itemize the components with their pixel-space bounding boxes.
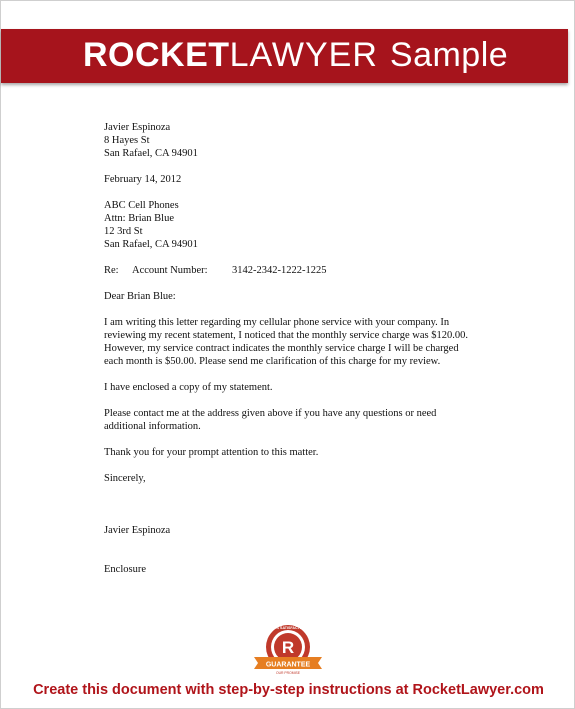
seal-ribbon-text: GUARANTEE (265, 661, 311, 669)
account-number: 3142-2342-1222-1225 (232, 265, 327, 276)
letter-date: February 14, 2012 (104, 174, 182, 185)
enclosure-note: Enclosure (104, 564, 146, 575)
brand-light: LAWYER (229, 36, 378, 74)
closing: Sincerely, (104, 473, 146, 484)
seal-top-text: 100% SATISFACTION (269, 626, 307, 630)
recipient-address (104, 199, 484, 251)
recipient-company: ABC Cell Phones (104, 200, 179, 211)
brand-bold: ROCKET (83, 36, 230, 74)
seal-letter: R (281, 638, 295, 657)
sample-label: Sample (389, 36, 509, 74)
banner-title (83, 35, 508, 75)
sender-address (104, 121, 484, 160)
sample-banner (1, 29, 568, 83)
paragraph-1: I am writing this letter regarding my cellular phone service with your company. In reviewing my recent statement, I noticed that the monthly service charge was $120.00. However, my service contract indicates the monthly service charge I will be charged each month is $50.00. Please send me clarification of this charge for my review. (104, 317, 468, 367)
salutation: Dear Brian Blue: (104, 291, 176, 302)
paragraph-4: Thank you for your prompt attention to this matter. (104, 447, 319, 458)
re-label: Re: (104, 265, 119, 276)
paragraph-3: Please contact me at the address given above if you have any questions or need additional information. (104, 408, 437, 432)
reference-line (104, 264, 484, 277)
account-label: Account Number: (132, 265, 208, 276)
recipient-attn: Attn: Brian Blue (104, 213, 174, 224)
signature-name: Javier Espinoza (104, 525, 171, 536)
recipient-street: 12 3rd St (104, 226, 143, 237)
letter-body (104, 121, 484, 576)
guarantee-seal-icon (250, 623, 326, 675)
sender-name: Javier Espinoza (104, 122, 171, 133)
paragraph-2: I have enclosed a copy of my statement. (104, 382, 273, 393)
recipient-city: San Rafael, CA 94901 (104, 239, 198, 250)
seal-bottom-text: OUR PROMISE (275, 671, 301, 675)
sender-street: 8 Hayes St (104, 135, 150, 146)
sender-city: San Rafael, CA 94901 (104, 148, 198, 159)
footer-cta-link[interactable]: Create this document with step-by-step instructions at RocketLawyer.com (33, 682, 544, 698)
